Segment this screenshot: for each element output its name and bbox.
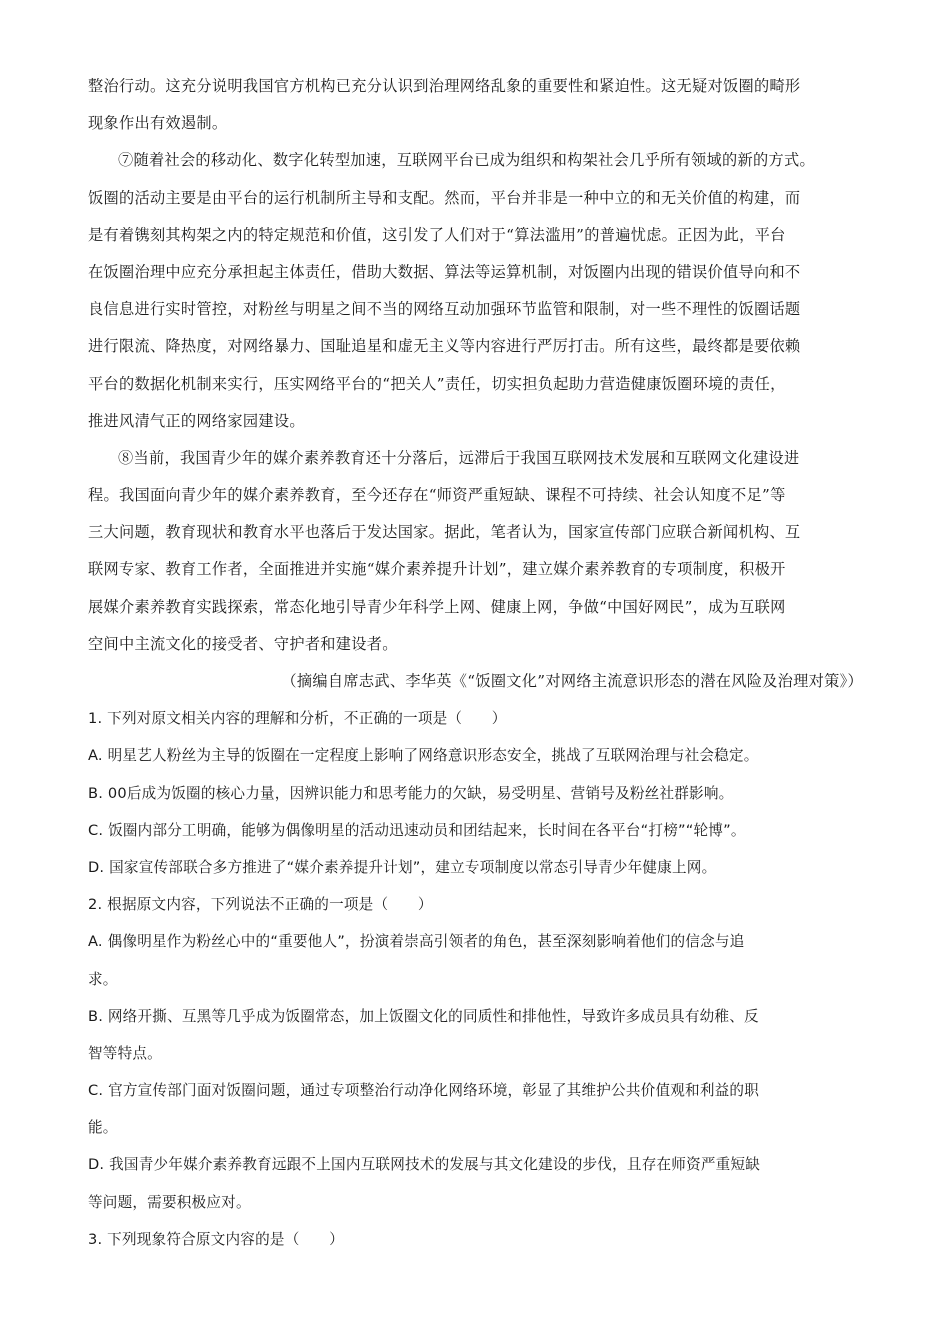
text-line: 良信息进行实时管控，对粉丝与明星之间不当的网络互动加强环节监管和限制，对一些不理性的饭圈话题 [88,300,801,319]
text-line: 在饭圈治理中应充分承担起主体责任，借助大数据、算法等运算机制，对饭圈内出现的错误价值导向和不 [88,262,801,281]
text-line: 推进风清气正的网络家园建设。 [88,411,305,430]
option-b-continued: 智等特点。 [88,1044,162,1062]
text-line: 进行限流、降热度，对网络暴力、国耻追星和虚无主义等内容进行严厉打击。所有这些，最终都是要依赖 [88,337,801,356]
option-b: B. 网络开撕、互黑等几乎成为饭圈常态，加上饭圈文化的同质性和排他性，导致许多成员具有幼稚、反 [88,1007,759,1025]
text-line: 整治行动。这充分说明我国官方机构已充分认识到治理网络乱象的重要性和紧迫性。这无疑对饭圈的畸形 [88,77,801,95]
paragraph-8 [88,440,863,663]
option-a-continued: 求。 [88,970,118,988]
option-d: D. 我国青少年媒介素养教育远跟不上国内互联网技术的发展与其文化建设的步伐，且存在师资严重短缺 [88,1156,761,1174]
text-line: 饭圈的活动主要是由平台的运行机制所主导和支配。然而，平台并非是一种中立的和无关价值的构建，而 [88,188,801,207]
text-line: ⑧当前，我国青少年的媒介素养教育还十分落后，远滞后于我国互联网技术发展和互联网文化建设进 [118,448,800,467]
question-1 [88,700,863,886]
source-citation: （摘编自席志武、李华英《“饭圈文化”对网络主流意识形态的潜在风险及治理对策》） [281,672,863,690]
text-line: 是有着镌刻其构架之内的特定规范和价值，这引发了人们对于“算法滥用”的普遍忧虑。正因为此，平台 [88,225,786,244]
text-line: 现象作出有效遏制。 [88,114,228,133]
option-b: B. 00后成为饭圈的核心力量，因辨识能力和思考能力的欠缺，易受明星、营销号及粉丝社群影响。 [88,784,734,802]
text-line: 展媒介素养教育实践探索，常态化地引导青少年科学上网、健康上网，争做“中国好网民”，成为互联网 [88,597,786,616]
paragraph-7 [88,142,863,440]
question-2 [88,886,863,1221]
question-stem: 1. 下列对原文相关内容的理解和分析，不正确的一项是（ ） [88,710,507,728]
text-line: 联网专家、教育工作者，全面推进并实施“媒介素养提升计划”，建立媒介素养教育的专项制度，积极开 [88,560,786,579]
text-line: 程。我国面向青少年的媒介素养教育，至今还存在“师资严重短缺、课程不可持续、社会认知度不足”等 [88,486,786,505]
question-stem: 3. 下列现象符合原文内容的是（ ） [88,1230,344,1248]
document-page [88,68,863,1258]
option-a: A. 明星艺人粉丝为主导的饭圈在一定程度上影响了网络意识形态安全，挑战了互联网治理与社会稳定。 [88,747,759,765]
text-line: 空间中主流文化的接受者、守护者和建设者。 [88,634,398,653]
question-3 [88,1221,863,1258]
paragraph-6-end [88,68,863,142]
option-c-continued: 能。 [88,1119,118,1137]
option-c: C. 官方宣传部门面对饭圈问题，通过专项整治行动净化网络环境，彰显了其维护公共价值观和利益的职 [88,1082,759,1100]
text-line: 三大问题，教育现状和教育水平也落后于发达国家。据此，笔者认为，国家宣传部门应联合新闻机构、互 [88,523,801,542]
option-c: C. 饭圈内部分工明确，能够为偶像明星的活动迅速动员和团结起来，长时间在各平台“打榜”“轮博”。 [88,821,746,839]
option-d: D. 国家宣传部联合多方推进了“媒介素养提升计划”，建立专项制度以常态引导青少年健康上网。 [88,858,717,876]
question-stem: 2. 根据原文内容，下列说法不正确的一项是（ ） [88,896,433,914]
text-line: ⑦随着社会的移动化、数字化转型加速，互联网平台已成为组织和构架社会几乎所有领域的新的方式。 [118,151,815,170]
option-d-continued: 等问题，需要积极应对。 [88,1193,251,1211]
option-a: A. 偶像明星作为粉丝心中的“重要他人”，扮演着崇高引领者的角色，甚至深刻影响着他们的信念与追 [88,933,745,951]
text-line: 平台的数据化机制来实行，压实网络平台的“把关人”责任，切实担负起助力营造健康饭圈环境的责任， [88,374,786,393]
